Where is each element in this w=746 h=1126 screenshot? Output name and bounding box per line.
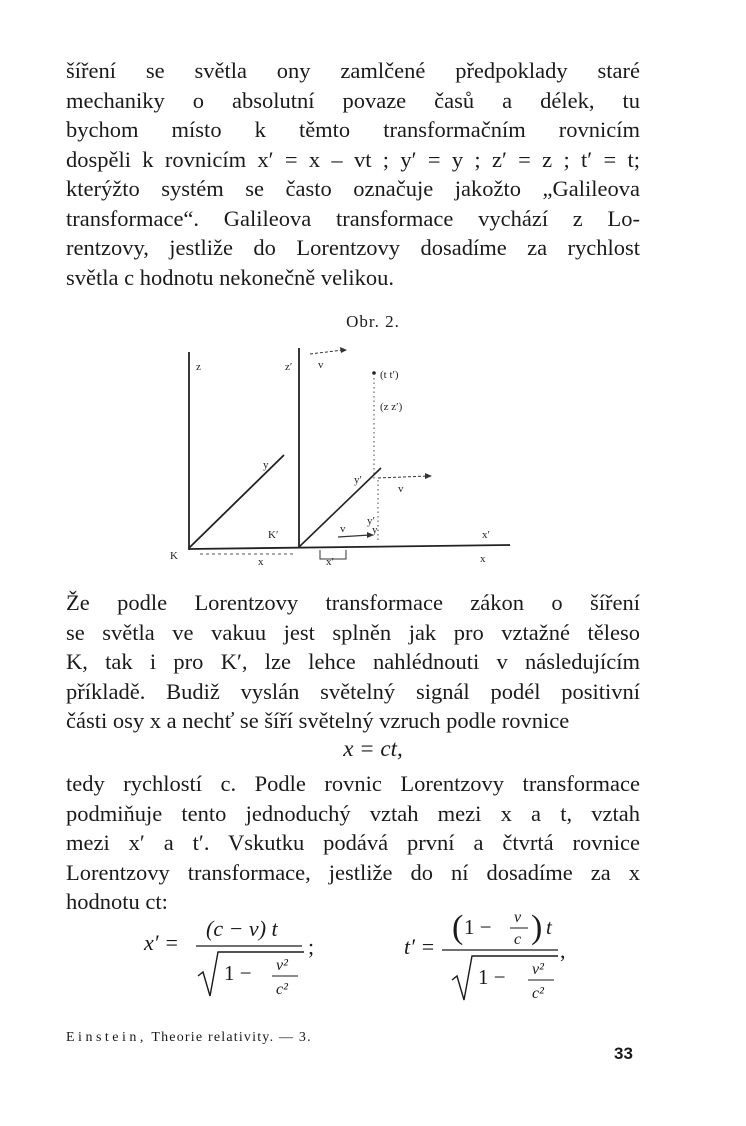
paren-open: ( <box>452 909 464 946</box>
label-zz: (z z′) <box>380 401 403 413</box>
text-line: se světla ve vakuu jest splněn jak pro vztažné těleso <box>66 619 640 645</box>
formula-right-paren-one: 1 − <box>464 915 492 939</box>
label-x-bottom: x <box>258 556 264 568</box>
label-tt: (t t′) <box>380 369 399 381</box>
text-line: dospěli k rovnicím x′ = x – vt ; y′ = y ; z′ = z ; t′ = t; <box>66 146 640 172</box>
paren-close: ) <box>531 909 543 946</box>
label-z-prime: z′ <box>285 361 293 373</box>
text-line: mezi x′ a t′. Vskutku podává první a čtvrtá rovnice <box>66 830 640 855</box>
label-y-prime-small: y′ <box>367 515 375 527</box>
paragraph-3 <box>66 769 640 917</box>
label-y-small: y <box>372 524 378 536</box>
page-footer <box>66 1030 312 1046</box>
formula-right-radical-one: 1 − <box>478 965 506 989</box>
text-line: světla c hodnotu nekonečně velikou. <box>66 264 395 290</box>
formula-left-frac-den: c² <box>276 981 288 998</box>
text-line: tedy rychlostí c. Podle rovnic Lorentzovy transformace <box>66 771 640 796</box>
formula-left-numerator: (c − v) t <box>206 916 278 941</box>
label-x-prime-right: x′ <box>482 529 490 541</box>
velocity-arrow-mid <box>378 476 428 478</box>
text-line: podmiňuje tento jednoduchý vztah mezi x a t, vztah <box>66 800 640 826</box>
formula-right-paren-den: c <box>514 931 522 948</box>
formula-right-lhs: t′ = <box>404 934 436 959</box>
footer-title: Theorie relativity. — 3. <box>146 1030 312 1045</box>
label-y-prime: y′ <box>354 474 362 486</box>
velocity-arrow-top <box>310 350 343 354</box>
label-y: y <box>263 459 269 471</box>
text-line: hodnotu ct: <box>66 889 168 914</box>
velocity-arrow-low <box>338 535 370 537</box>
paragraph-2 <box>66 588 640 736</box>
formula-right-paren-t: t <box>546 915 552 939</box>
label-x-prime-bottom: x′ <box>326 556 334 568</box>
text-line: transformace“. Galileova transformace vychází z Lo- <box>66 205 640 231</box>
text-line: mechaniky o absolutní povaze časů a délek, tu <box>66 87 640 113</box>
x-axis <box>189 545 510 549</box>
label-k-prime: K′ <box>268 529 279 541</box>
text-line: části osy x a nechť se šíří světelný vzruch podle rovnice <box>66 708 570 733</box>
label-v-low: v <box>340 523 346 535</box>
text-line: rentzovy, jestliže do Lorentzovy dosadíme za rychlost <box>66 235 640 260</box>
signal-dot <box>372 371 376 375</box>
text-line: K, tak i pro K′, lze lehce nahlédnouti v následujícím <box>66 649 640 674</box>
text-line: příkladě. Budiž vyslán světelný signál podél positivní <box>66 678 640 704</box>
arrowhead <box>425 473 432 479</box>
formula-left-lhs: x′ = <box>144 930 179 955</box>
coordinate-diagram <box>160 340 520 570</box>
text-line: kterýžto systém se často označuje jakožto „Galileova <box>66 176 640 201</box>
formula-right-paren-num: v <box>514 909 522 926</box>
equation-x-ct: x = ct, <box>343 736 403 761</box>
label-k: K <box>170 550 178 562</box>
arrowhead <box>340 347 347 353</box>
text-line: Že podle Lorentzovy transformace zákon o šíření <box>66 590 640 615</box>
footer-author: Einstein, <box>66 1030 147 1045</box>
figure-caption: Obr. 2. <box>346 312 400 331</box>
text-line: Lorentzovy transformace, jestliže do ní dosadíme za x <box>66 859 640 885</box>
page-number: 33 <box>614 1044 633 1063</box>
label-v-mid: v <box>398 483 404 495</box>
text-line: bychom místo k těmto transformačním rovnicím <box>66 117 640 142</box>
formula-right-frac-den: c² <box>532 985 544 1002</box>
label-z: z <box>196 361 201 373</box>
formula-left-frac-num: v² <box>276 957 288 974</box>
formula-left-trail: ; <box>308 934 315 959</box>
formula-right-trail: , <box>560 938 566 963</box>
label-x-right: x <box>480 553 486 565</box>
formula-left-radical-one: 1 − <box>224 961 252 985</box>
paragraph-1 <box>66 56 640 292</box>
label-v-top: v <box>318 359 324 371</box>
formula-right-frac-num: v² <box>532 961 544 978</box>
text-line: šíření se světla ony zamlčené předpoklady staré <box>66 58 640 83</box>
transformation-formulas <box>140 900 600 1010</box>
